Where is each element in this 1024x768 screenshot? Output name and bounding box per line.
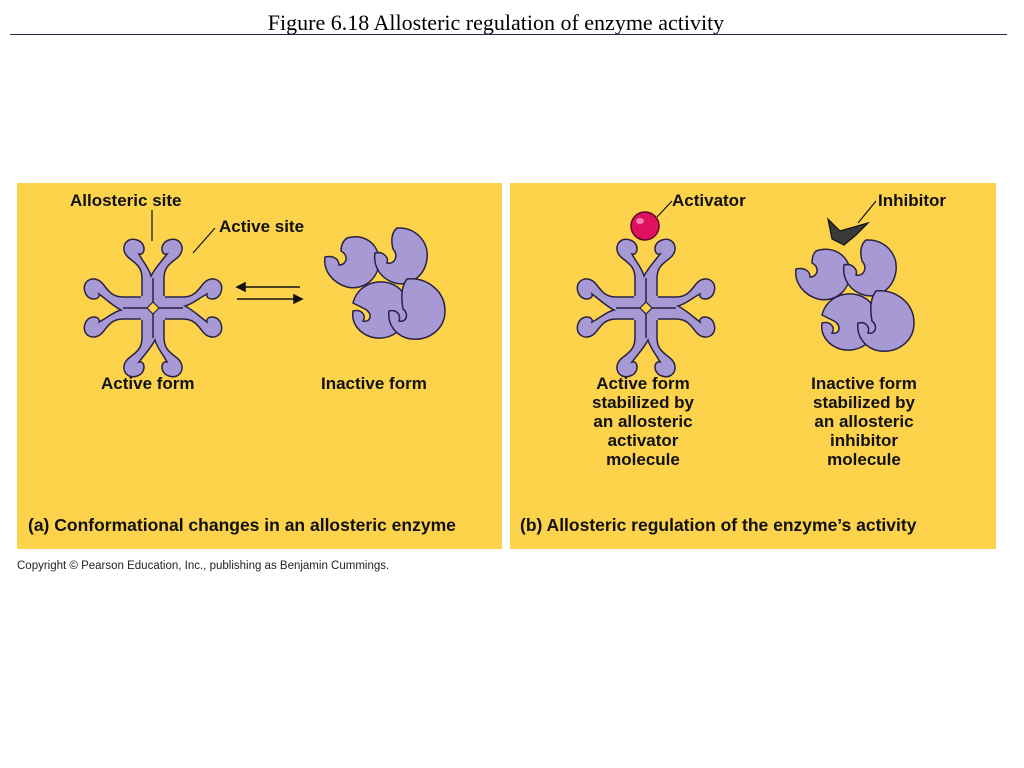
- activator-pointer: [657, 201, 672, 217]
- slide-title: Figure 6.18 Allosteric regulation of enzyme activity: [267, 10, 725, 35]
- desc-active-line: Active form: [596, 374, 690, 393]
- active-site-pointer: [193, 228, 215, 253]
- desc-inactive-line: Inactive form: [811, 374, 917, 393]
- desc-active-line: molecule: [606, 450, 680, 469]
- activator-molecule: [631, 212, 659, 240]
- label-allosteric-site: Allosteric site: [70, 191, 182, 210]
- panel-b: [510, 183, 996, 549]
- panel-a: [17, 183, 502, 549]
- label-active-site: Active site: [219, 217, 305, 236]
- activator-bound-enzyme: [577, 239, 714, 376]
- label-active-form: Active form: [101, 374, 195, 393]
- desc-active-line: an allosteric: [593, 412, 693, 431]
- panel-a-diagram: [17, 183, 502, 549]
- desc-inactive-line: inhibitor: [830, 431, 898, 450]
- desc-inactive-form: [794, 374, 934, 469]
- inhibitor-bound-enzyme: [796, 240, 914, 351]
- panel-b-diagram: [510, 183, 996, 549]
- caption-a: (a) Conformational changes in an allosteric enzyme: [28, 515, 456, 535]
- label-inactive-form: Inactive form: [321, 374, 427, 393]
- caption-b: (b) Allosteric regulation of the enzyme’s activity: [520, 515, 917, 535]
- desc-active-line: activator: [607, 431, 679, 450]
- equilibrium-arrows: [237, 283, 302, 303]
- label-inhibitor: Inhibitor: [878, 191, 946, 210]
- label-activator: Activator: [672, 191, 746, 210]
- inhibitor-pointer: [858, 201, 876, 223]
- inhibitor-molecule: [828, 219, 868, 245]
- desc-inactive-line: an allosteric: [814, 412, 914, 431]
- title-divider: [10, 34, 1007, 35]
- desc-inactive-line: stabilized by: [812, 393, 916, 412]
- active-form-enzyme: [84, 239, 221, 376]
- desc-active-form: [578, 374, 708, 469]
- copyright-notice: Copyright © Pearson Education, Inc., publishing as Benjamin Cummings.: [17, 560, 390, 572]
- inactive-form-enzyme: [325, 228, 445, 339]
- desc-active-line: stabilized by: [591, 393, 695, 412]
- desc-inactive-line: molecule: [827, 450, 901, 469]
